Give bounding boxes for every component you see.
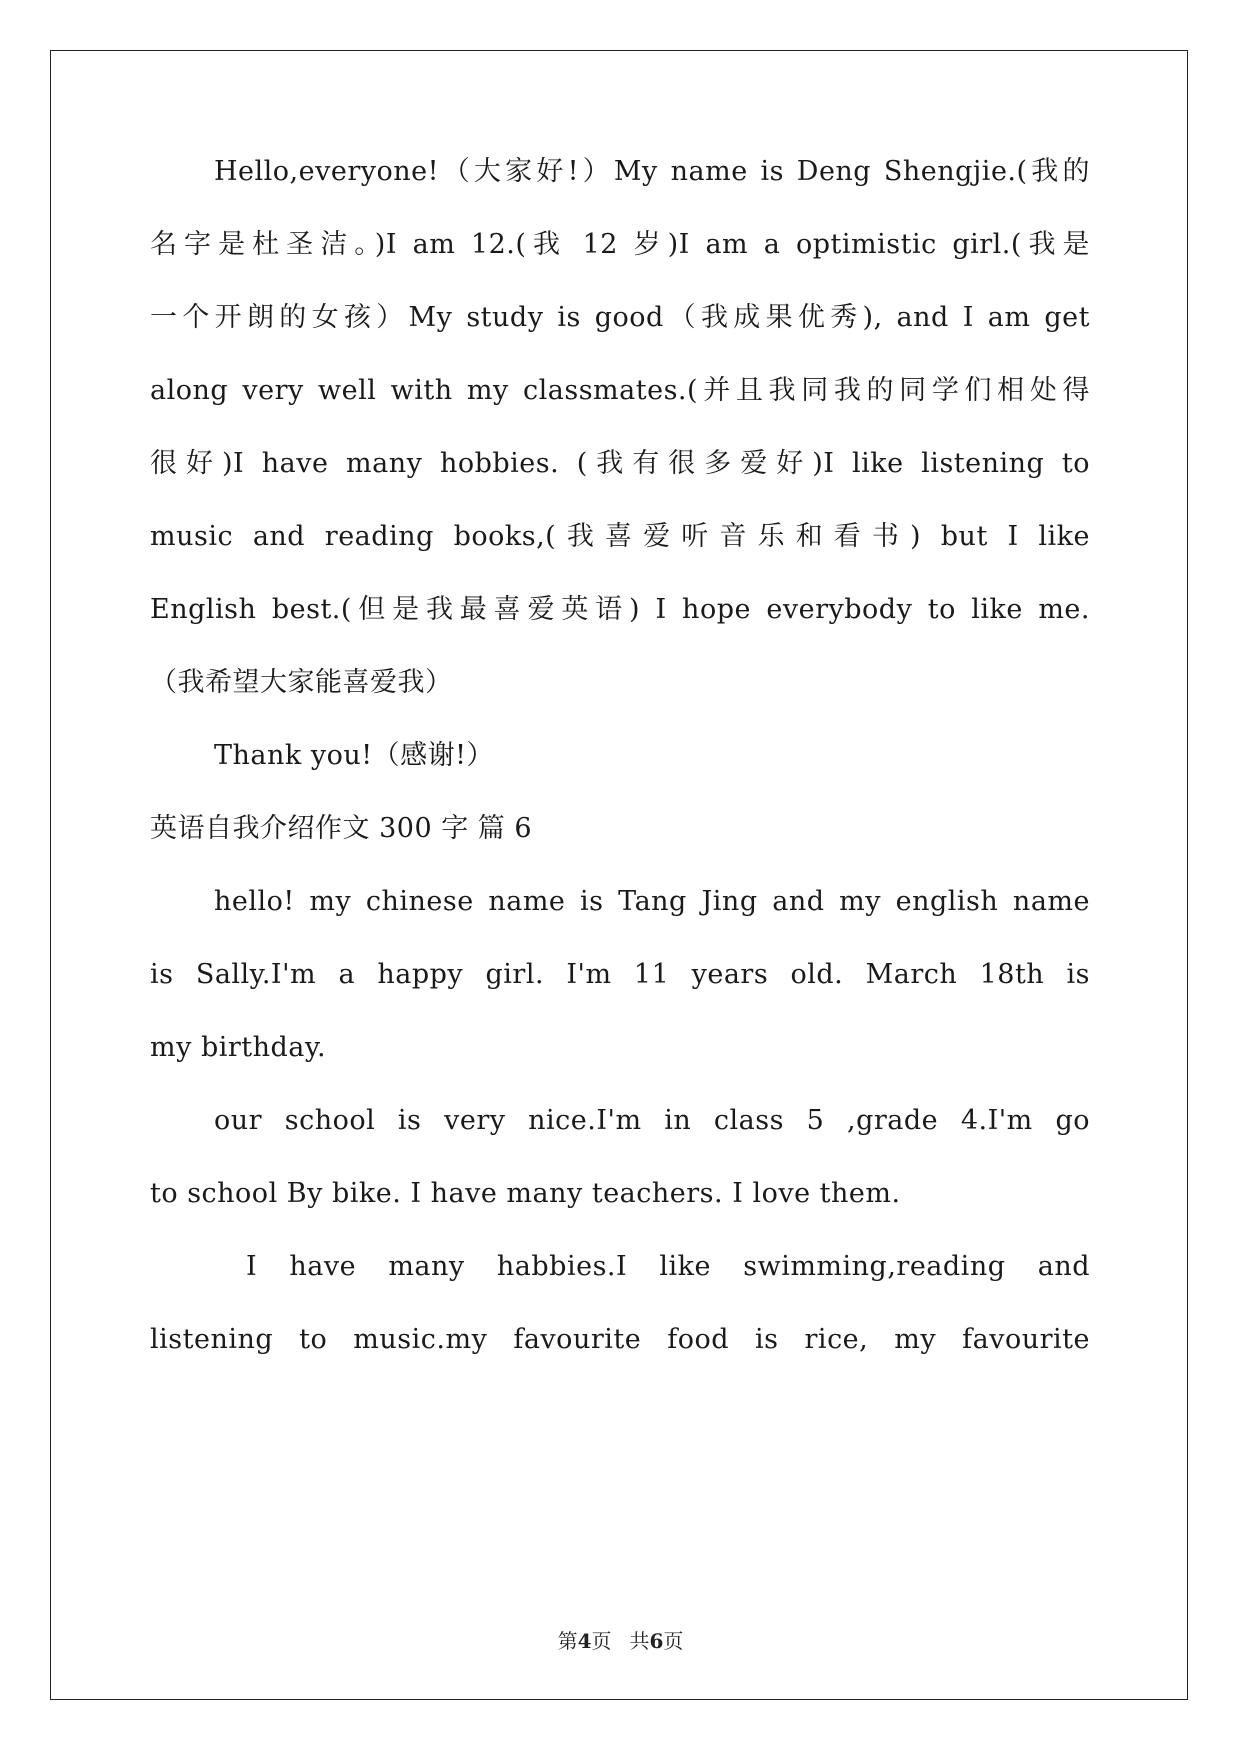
paragraph-1-line-8: （我希望大家能喜爱我） [150, 667, 453, 698]
paragraph-1-line-2: 名字是杜圣洁。)I am 12.(我 12 岁)I am a optimistic girl.(我是 [150, 229, 1090, 260]
paragraph-1-line-6: music and reading books,(我喜爱听音乐和看书) but I like [150, 521, 1090, 552]
paragraph-1-line-3: 一个开朗的女孩）My study is good（我成果优秀), and I am get [150, 302, 1090, 333]
section-heading: 英语自我介绍作文 300 字 篇 6 [150, 813, 533, 844]
paragraph-1-line-7: English best.(但是我最喜爱英语) I hope everybody to like me. [150, 594, 1090, 625]
paragraph-4-line-1: I have many habbies.I like swimming,reading and [246, 1251, 1090, 1282]
paragraph-2-line-1: hello! my chinese name is Tang Jing and my english name [214, 886, 1090, 917]
paragraph-4-line-2: listening to music.my favourite food is rice, my favourite [150, 1324, 1090, 1355]
paragraph-1-line-5: 很好)I have many hobbies. (我有很多爱好)I like listening to [150, 448, 1090, 479]
paragraph-2-line-3: my birthday. [150, 1032, 327, 1063]
paragraph-3-line-1: our school is very nice.I'm in class 5 ,grade 4.I'm go [214, 1105, 1090, 1136]
footer-current-page: 4 [577, 1629, 592, 1653]
paragraph-1-line-1: Hello,everyone!（大家好!）My name is Deng Shengjie.(我的 [214, 156, 1090, 187]
footer-total-prefix: 共 [629, 1629, 650, 1653]
paragraph-1-line-4: along very well with my classmates.(并且我同我的同学们相处得 [150, 375, 1090, 406]
paragraph-3-line-2: to school By bike. I have many teachers. I love them. [150, 1178, 901, 1209]
footer-page-suffix: 页 [591, 1629, 612, 1653]
paragraph-2-line-2: is Sally.I'm a happy girl. I'm 11 years old. March 18th is [150, 959, 1090, 990]
page-footer [0, 1625, 1241, 1654]
footer-total-pages: 6 [649, 1629, 664, 1653]
thanks-line: Thank you!（感谢!） [214, 740, 494, 771]
footer-page-prefix: 第 [557, 1629, 578, 1653]
footer-total-suffix: 页 [663, 1629, 684, 1653]
